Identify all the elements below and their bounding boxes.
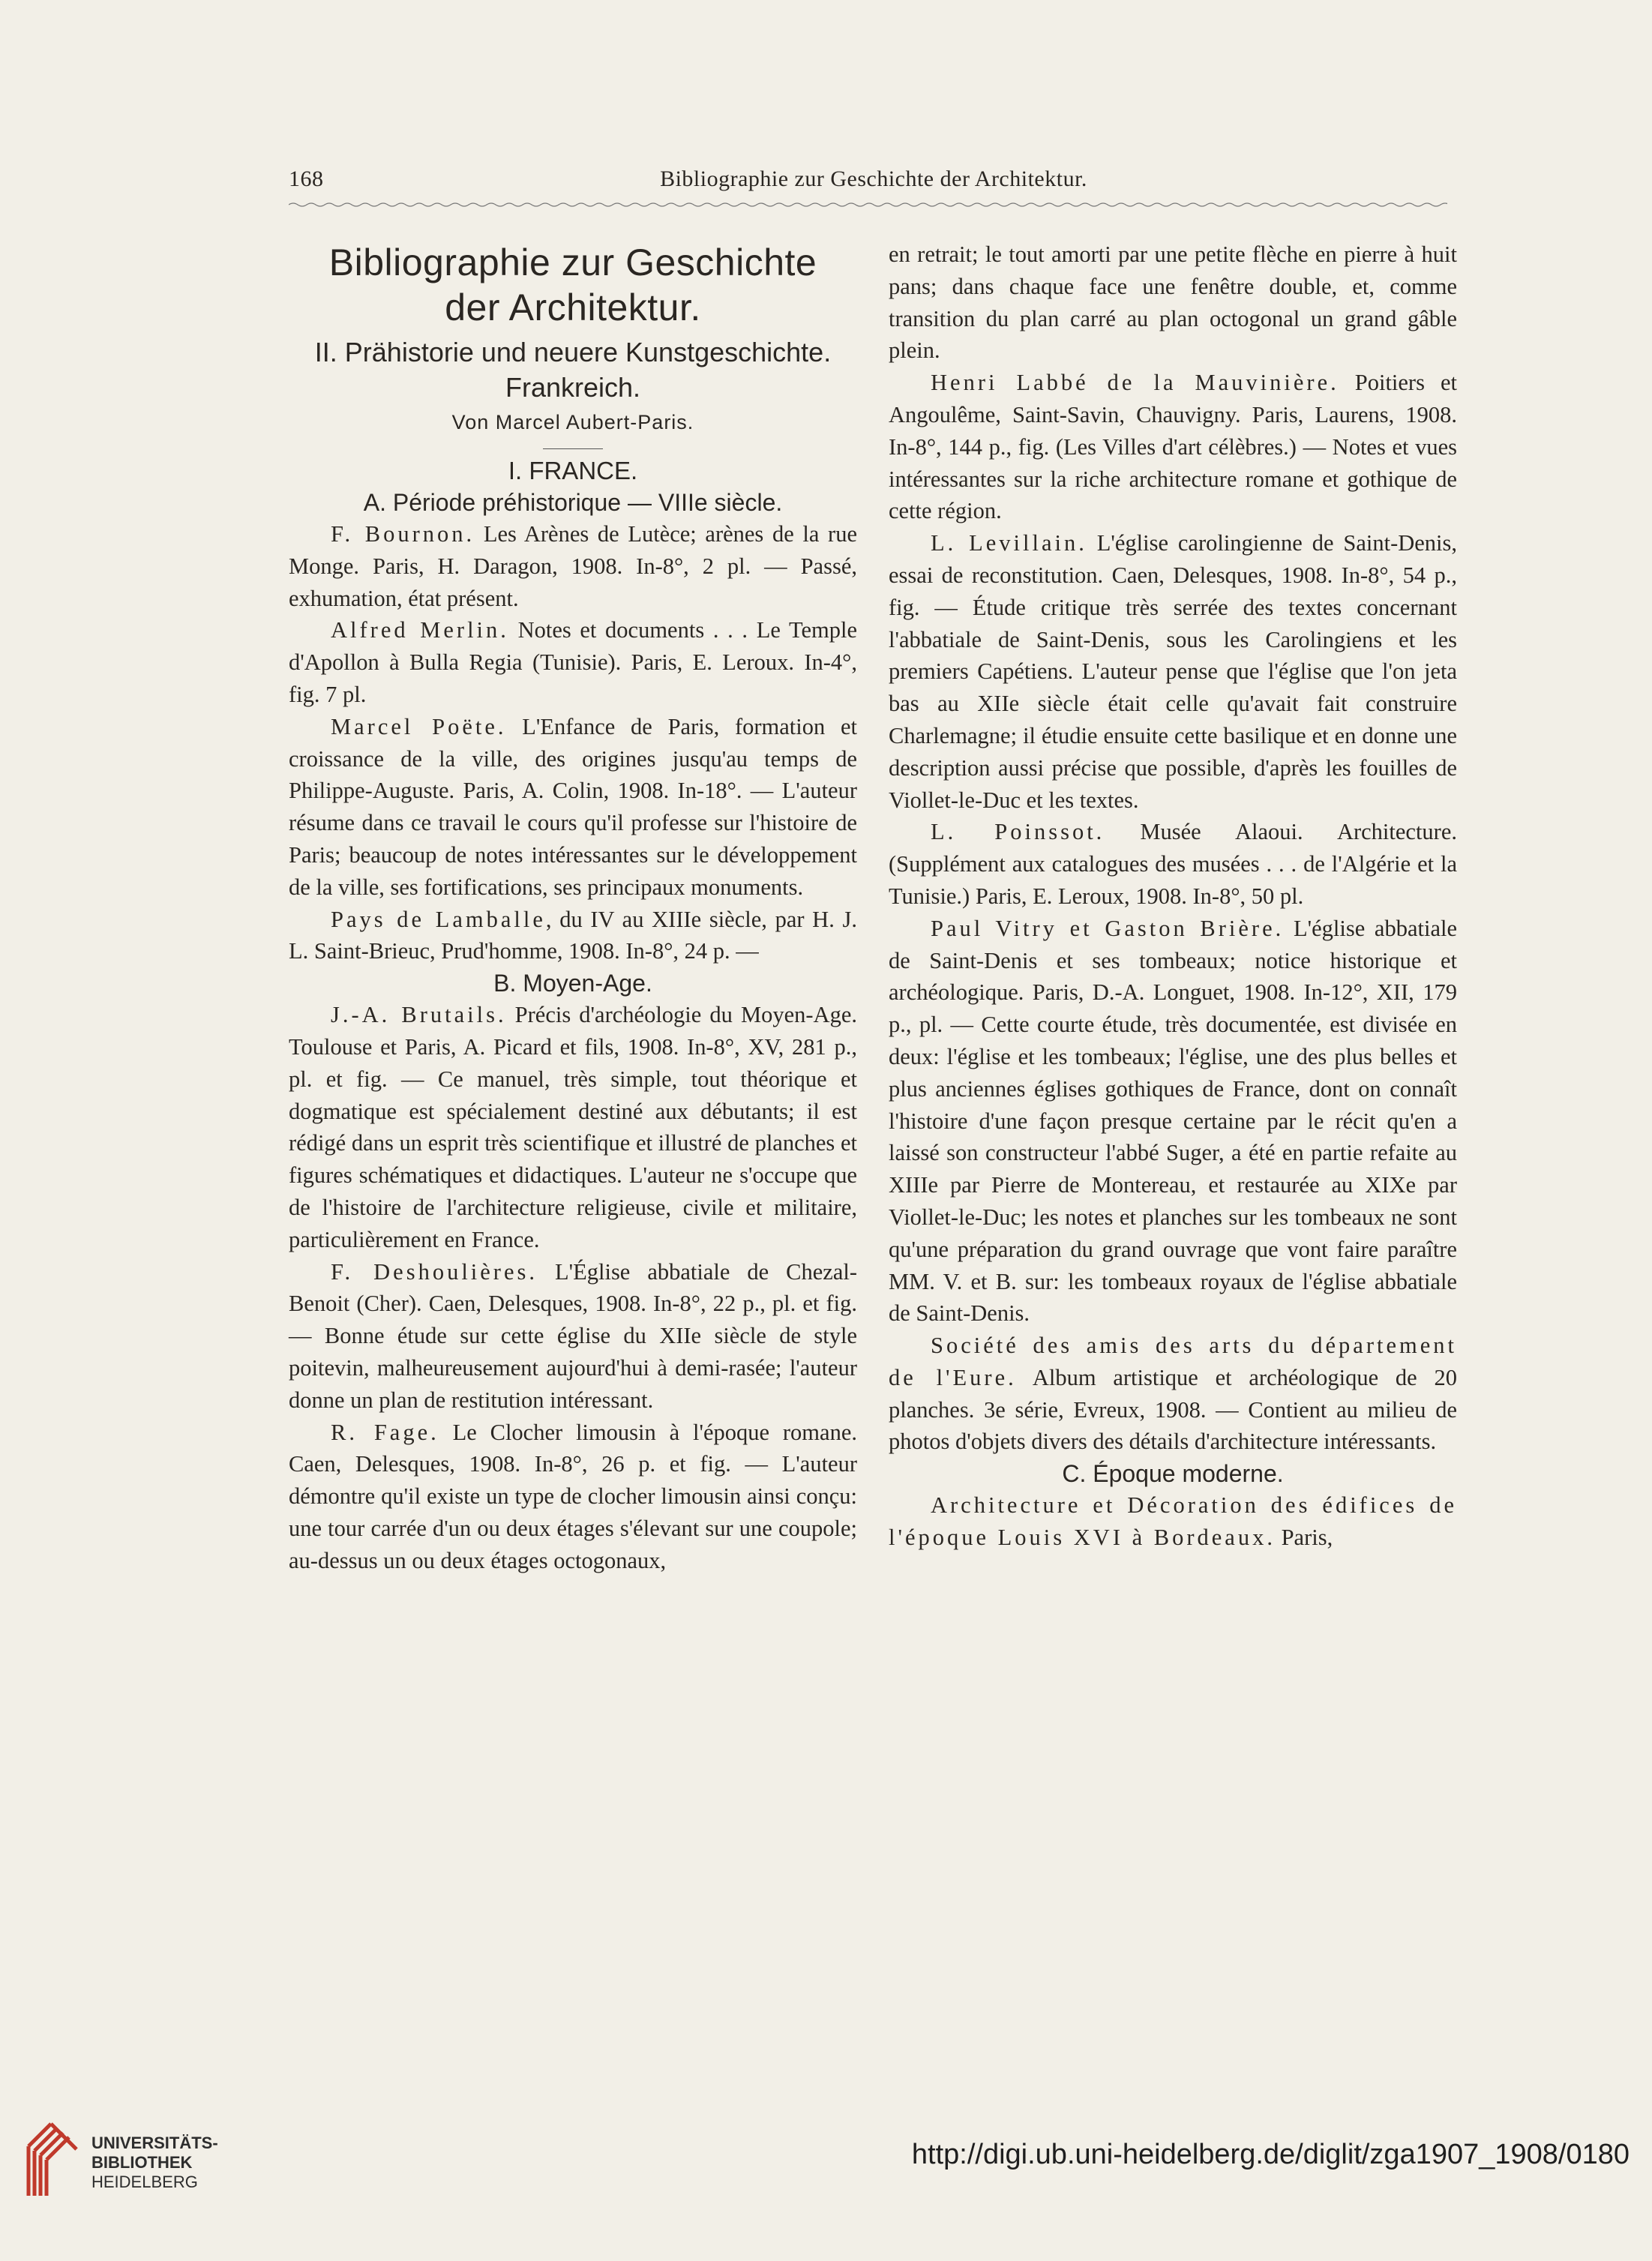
bib-entry bbox=[889, 367, 1457, 527]
entry-text: L'Enfance de Paris, formation et croissance de la ville, des origines jusqu'au temps de Philippe-Auguste. Paris, A. Colin, 1908. In-18°. — L'auteur résume dans ce travail le cours qu'il professe sur l'histoire de Paris; beaucoup de notes intéressantes sur le développement de la ville, ses fortifications, ses principaux monuments. bbox=[289, 713, 858, 900]
article-subtitle-line-1: II. Prähistorie und neuere Kunstgeschichte. bbox=[314, 337, 832, 367]
entry-author: R. Fage. bbox=[331, 1419, 439, 1445]
entry-author: Architecture et Décoration des édifices de l'époque Louis XVI à Bordeaux. bbox=[889, 1492, 1457, 1551]
entry-author: J.-A. Brutails. bbox=[331, 1002, 507, 1028]
entry-text: L'Église abbatiale de Chezal-Benoit (Cher). Caen, Delesques, 1908. In-8°, 22 p., pl. et fig. — Bonne étude sur cette église du XIIe siècle de style poitevin, malheureusement aujourd'hui à demi-rasée; l'auteur donne un plan de restitution intéressant. bbox=[289, 1258, 857, 1413]
article-title-line-2: der Architektur. bbox=[445, 286, 701, 328]
entry-author: L. Levillain. bbox=[931, 530, 1087, 556]
bib-entry bbox=[889, 913, 1457, 1330]
article-title-line-1: Bibliographie zur Geschichte bbox=[328, 241, 817, 283]
bib-entry bbox=[889, 816, 1457, 912]
bib-entry bbox=[289, 711, 857, 904]
entry-author: L. Poinssot. bbox=[931, 819, 1105, 845]
author-byline: Von Marcel Aubert-Paris. bbox=[451, 411, 694, 433]
entry-text: Paris, bbox=[1275, 1525, 1333, 1551]
entry-author: Paul Vitry et Gaston Brière. bbox=[931, 915, 1285, 941]
entry-text: Le Clocher limousin à l'époque romane. Caen, Delesques, 1908. In-8°, 26 p. et fig. — L'auteur démontre qu'il existe un type de clocher limousin ainsi conçu: une tour carrée d'un ou deux étages s'élevant sur une coupole; au-dessus un ou deux étages octogonaux, bbox=[289, 1419, 857, 1573]
library-logo-icon bbox=[21, 2121, 81, 2203]
title-separator bbox=[543, 448, 603, 449]
bib-entry bbox=[289, 614, 857, 710]
entry-author: Henri Labbé de la Mauvinière. bbox=[931, 370, 1339, 396]
subsection-heading-c: C. Époque moderne. bbox=[1062, 1460, 1284, 1488]
entry-text: Précis d'archéologie du Moyen-Age. Toulouse et Paris, A. Picard et fils, 1908. In-8°, XV, 281 p., pl. et fig. — Ce manuel, très simple, tout théorique et dogmatique est spécialement destiné aux débutants; il est rédigé dans un esprit très scientifique et illustré de planches et figures schématiques et didactiques. L'auteur ne s'occupe que de l'histoire de l'architecture religieuse, civile et militaire, particulièrement en France. bbox=[289, 1002, 857, 1252]
entry-text: Musée Alaoui. Architecture. (Supplément aux catalogues des musées . . . de l'Algérie et la Tunisie.) Paris, E. Leroux, 1908. In-8°, 50 pl. bbox=[889, 819, 1458, 909]
bib-entry bbox=[889, 527, 1457, 816]
entry-text: Album artistique et archéologique de 20 planches. 3e série, Evreux, 1908. — Contient au milieu de photos d'objets divers des détails d'architecture intéressants. bbox=[889, 1364, 1457, 1455]
logo-line-3: HEIDELBERG bbox=[91, 2173, 198, 2191]
entry-text: Les Arènes de Lutèce; arènes de la rue Monge. Paris, H. Daragon, 1908. In-8°, 2 pl. — Passé, exhumation, état présent. bbox=[289, 521, 857, 611]
entry-text: L'église carolingienne de Saint-Denis, essai de reconstitution. Caen, Delesques, 1908. In-8°, 54 p., fig. — Étude critique très serrée des textes concernant l'abbatiale de Saint-Denis, sous les Carolingiens et les premiers Capétiens. L'auteur pense que l'église que l'on jeta bas au XIIe siècle était celle qu'avait fait construire Charlemagne; il étudie ensuite cette basilique et en donne une description aussi précise que possible, d'après les fouilles de Viollet-le-Duc et les textes. bbox=[889, 530, 1458, 813]
bib-entry bbox=[289, 518, 857, 614]
section-heading: I. FRANCE. bbox=[508, 457, 638, 484]
running-title: Bibliographie zur Geschichte der Architektur. bbox=[660, 166, 1087, 191]
left-column bbox=[289, 238, 857, 1577]
bib-entry bbox=[289, 1256, 857, 1417]
entry-author: Marcel Poëte. bbox=[331, 713, 507, 739]
entry-text: Notes et documents . . . Le Temple d'Apollon à Bulla Regia (Tunisie). Paris, E. Leroux. In-4°, fig. 7 pl. bbox=[289, 617, 857, 707]
entry-author: F. Deshoulières. bbox=[331, 1258, 538, 1285]
entry-continuation: en retrait; le tout amorti par une petite flèche en pierre à huit pans; dans chaque face une fenêtre double, et, comme transition du plan carré au plan octogonal un grand gâble plein. bbox=[889, 241, 1457, 364]
bib-entry bbox=[289, 1417, 857, 1577]
article-subtitle bbox=[289, 334, 857, 405]
subsection-heading-b: B. Moyen-Age. bbox=[493, 970, 652, 997]
logo-line-2: BIBLIOTHEK bbox=[91, 2153, 193, 2172]
article-subtitle-line-2: Frankreich. bbox=[505, 372, 641, 403]
entry-author: Alfred Merlin. bbox=[331, 617, 509, 643]
bib-entry bbox=[289, 999, 857, 1255]
entry-author: Société des amis des arts du département de l'Eure. bbox=[889, 1333, 1457, 1390]
bib-entry bbox=[289, 904, 857, 968]
library-logo-text bbox=[91, 2134, 218, 2192]
entry-author: F. Bournon. bbox=[331, 521, 475, 547]
page-header bbox=[289, 166, 1447, 196]
source-url[interactable]: http://digi.ub.uni-heidelberg.de/diglit/zga1907_1908/0180 bbox=[911, 2139, 1630, 2170]
entry-text: Poitiers et Angoulême, Saint-Savin, Chauvigny. Paris, Laurens, 1908. In-8°, 144 p., fig. (Les Villes d'art célèbres.) — Notes et vues intéressantes sur la riche architecture romane et gothique de cette région. bbox=[889, 370, 1457, 524]
right-column bbox=[889, 238, 1457, 1554]
entry-author: Pays de Lamballe bbox=[331, 906, 546, 932]
subsection-heading-a: A. Période préhistorique — VIIIe siècle. bbox=[363, 489, 783, 516]
bib-entry bbox=[889, 1489, 1457, 1554]
logo-line-1: UNIVERSITÄTS- bbox=[91, 2134, 218, 2152]
page-number: 168 bbox=[289, 166, 324, 191]
bib-entry bbox=[889, 1330, 1457, 1458]
header-rule bbox=[289, 201, 1447, 208]
entry-text: L'église abbatiale de Saint-Denis et ses tombeaux; notice historique et archéologique. Paris, D.-A. Longuet, 1908. In-12°, XII, 179 p., pl. — Cette courte étude, très documentée, est divisée en deux: l'église et les tombeaux; l'église, une des plus belles et plus anciennes églises gothiques de France, dont on connaît l'histoire d'une façon presque certaine par le récit qu'en a laissé son constructeur l'abbé Suger, a été en partie refaite au XIIIe par Pierre de Montereau, et restaurée au XIXe par Viollet-le-Duc; les notes et planches sur les tombeaux ne sont qu'une préparation du grand ouvrage que vont faire paraître MM. V. et B. sur: les tombeaux royaux de l'église abbatiale de Saint-Denis. bbox=[889, 915, 1457, 1327]
article-title bbox=[289, 240, 857, 330]
entry-text: , du IV au XIIIe siècle, par H. J. L. Saint-Brieuc, Prud'homme, 1908. In-8°, 24 p. — bbox=[289, 906, 857, 964]
